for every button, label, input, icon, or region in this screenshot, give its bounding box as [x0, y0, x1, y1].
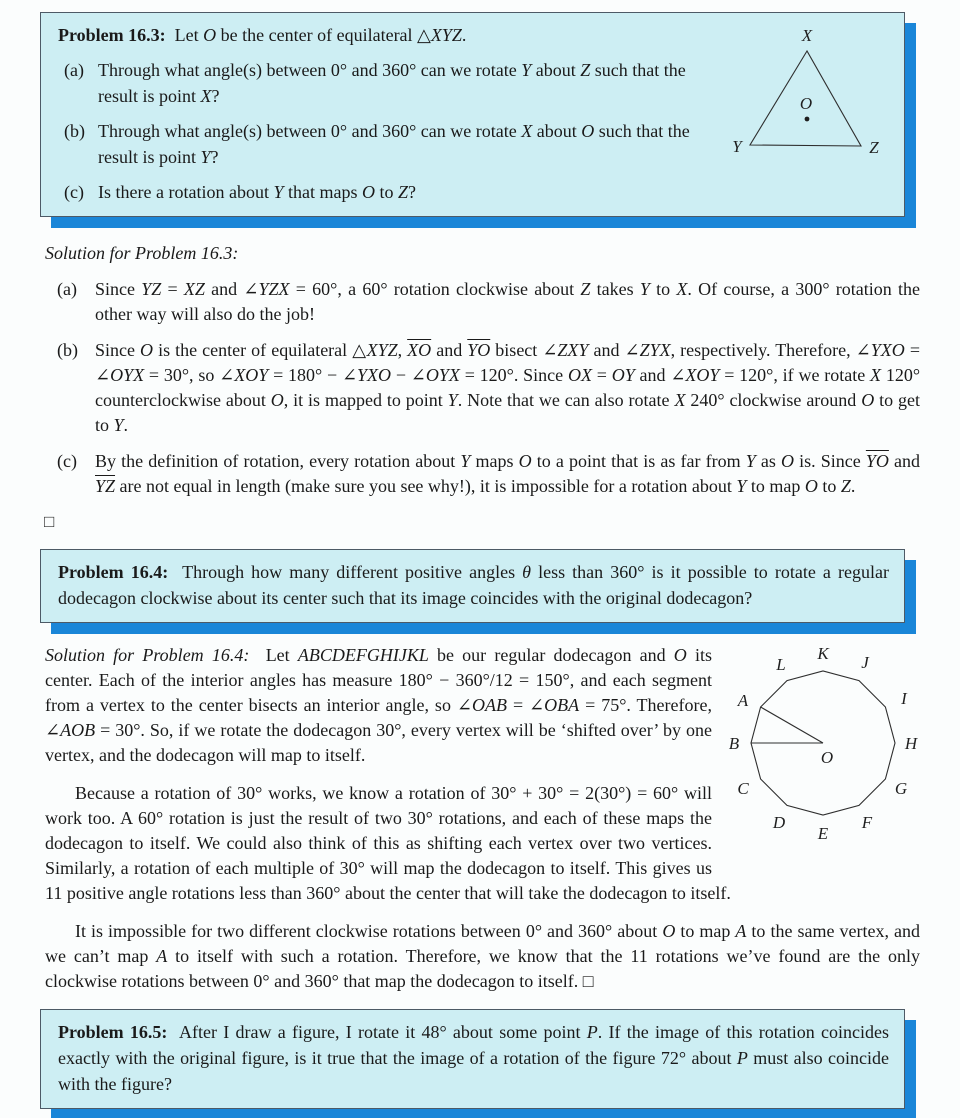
part-label: (c): [64, 182, 84, 202]
vertex-label-y: Y: [732, 137, 742, 156]
triangle-figure: [727, 24, 887, 159]
part-text: Through what angle(s) between 0° and 360° can we rotate Y about Z such that the result is point X?: [98, 60, 686, 106]
dodecagon-vertex-label-k: K: [817, 644, 829, 663]
problem-16-5-text: Problem 16.5: After I draw a figure, I rotate it 48° about some point P. If the image of this rotation coincides exactly with the original figure, is it true that the image of a rotation of the figure 72° about P must also coincide with the figure?: [58, 1022, 889, 1094]
problem-16-3-part-c: [58, 179, 721, 205]
part-text: Is there a rotation about Y that maps O to Z?: [98, 182, 416, 202]
solution-16-4-para-2: Because a rotation of 30° works, we know a rotation of 30° + 30° = 2(30°) = 60° will work too. A 60° rotation is just the result of two 30° rotations, and each of these maps the dodecagon to itself. We could also think of this as shifting each vertex over two vertices. Similarly, a rotation of each multiple of 30° will map the dodecagon to itself. This gives us 11 positive angle rotations less than 360° about the center that will take the dodecagon to itself.: [45, 783, 731, 903]
radius-line-oa: [761, 707, 823, 743]
part-label: (a): [57, 279, 77, 299]
dodecagon-vertex-label-e: E: [817, 824, 829, 843]
part-label: (c): [57, 451, 77, 471]
problem-box-16-3: [40, 12, 905, 217]
solution-16-4-para-1: Solution for Problem 16.4: Let ABCDEFGHIJKL be our regular dodecagon and O its center. Each of the interior angles has measure 180° − 360°/12 = 150°, and each segment from a vertex to the center bisects an interior angle, so ∠OAB = ∠OBA = 75°. Therefore, ∠AOB = 30°. So, if we rotate the dodecagon 30°, every vertex will be ‘shifted over’ by one vertex, and the dodecagon will map to itself.: [45, 645, 712, 765]
solution-16-3-part-c: [45, 449, 920, 499]
solution-16-3-part-b: [45, 338, 920, 438]
problem-16-3-text: [58, 22, 721, 205]
dodecagon-vertex-label-c: C: [737, 779, 749, 798]
dodecagon-vertex-label-a: A: [737, 691, 749, 710]
part-label: (b): [64, 121, 85, 141]
vertex-label-z: Z: [869, 138, 879, 157]
solution-16-3-heading: Solution for Problem 16.3:: [45, 243, 239, 263]
center-point-dot: [805, 117, 810, 122]
dodecagon-center-label: O: [820, 748, 834, 767]
solution-16-4-para-3: It is impossible for two different clockwise rotations between 0° and 360° about O to map A to the same vertex, and we can’t map A to itself with such a rotation. Therefore, we know that the 11 rotations we’ve found are the only clockwise rotations between 0° and 360° that map the dodecagon to itself. □: [45, 921, 920, 991]
solution-16-3-part-a: [45, 277, 920, 327]
part-text: Through what angle(s) between 0° and 360° can we rotate X about O such that the result is point Y?: [98, 121, 690, 167]
part-label: (a): [64, 60, 84, 80]
problem-box-16-5: [40, 1009, 905, 1109]
part-text: By the definition of rotation, every rotation about Y maps O to a point that is as far from Y as O is. Since $\overline{YO}$ and $\overline{YZ}$ are not equal in length (make sure you see why!), it is impossible for a rotation about Y to map O to Z.: [95, 451, 921, 496]
problem-16-3-part-b: [58, 118, 721, 170]
dodecagon-vertex-label-d: D: [772, 813, 786, 832]
vertex-label-x: X: [801, 26, 813, 45]
dodecagon-vertex-label-g: G: [894, 779, 908, 798]
center-label-o: O: [799, 94, 813, 113]
solution-end-square: □: [44, 512, 55, 531]
problem-16-3-title: Problem 16.3: Let O be the center of equilateral △XYZ.: [58, 25, 467, 45]
problem-16-3-part-a: [58, 57, 721, 109]
problem-16-4-text: Problem 16.4: Through how many different positive angles θ less than 360° is it possible to rotate a regular dodecagon clockwise about its center such that its image coincides with the original dodecagon?: [58, 562, 889, 608]
part-text: Since O is the center of equilateral △XYZ, $\overline{XO}$ and $\overline{YO}$ bisect ∠ZXY and ∠ZYX, respectively. Therefore, ∠YXO = ∠OYX = 30°, so ∠XOY = 180° − ∠YXO − ∠OYX = 120°. Since OX = OY and ∠XOY = 120°, if we rotate X 120° counterclockwise about O, it is mapped to point Y. Note that we can also rotate X 240° clockwise around O to get to Y.: [95, 340, 921, 435]
dodecagon-vertex-label-j: J: [861, 653, 869, 672]
dodecagon-vertex-label-h: H: [904, 734, 918, 753]
part-label: (b): [57, 340, 78, 360]
dodecagon-vertex-label-i: I: [901, 689, 907, 708]
solution-16-4: [45, 643, 920, 994]
problem-box-16-4: [40, 549, 905, 623]
dodecagon-vertex-label-l: L: [776, 655, 786, 674]
dodecagon-vertex-label-b: B: [728, 734, 740, 753]
part-text: Since YZ = XZ and ∠YZX = 60°, a 60° rotation clockwise about Z takes Y to X. Of course, a 300° rotation the other way will also do the job!: [95, 279, 920, 324]
dodecagon-figure: [724, 643, 920, 855]
dodecagon-vertex-label-f: F: [861, 813, 873, 832]
